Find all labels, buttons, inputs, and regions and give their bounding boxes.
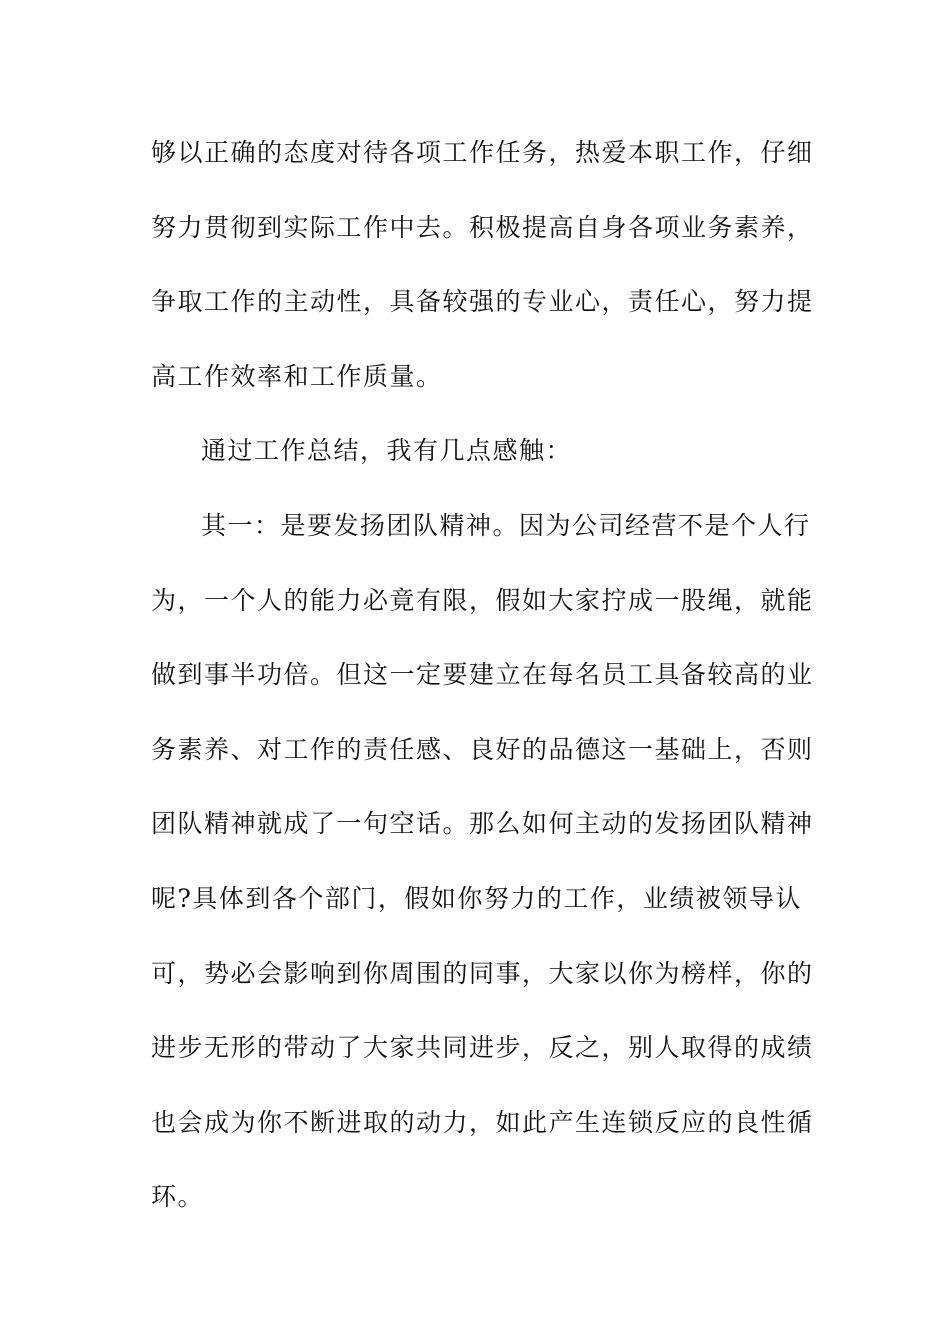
- text-line: 务素养、对工作的责任感、良好的品德这一基础上，否则: [151, 734, 814, 764]
- paragraph-first-line: 其一：是要发扬团队精神。因为公司经营不是个人行: [201, 510, 811, 540]
- text-line: 努力贯彻到实际工作中去。积极提高自身各项业务素养，: [151, 212, 814, 242]
- text-line: 为，一个人的能力必竟有限，假如大家拧成一股绳，就能: [151, 585, 814, 615]
- text-line: 团队精神就成了一句空话。那么如何主动的发扬团队精神: [151, 809, 814, 839]
- text-line: 呢?具体到各个部门，假如你努力的工作，业绩被领导认: [151, 883, 802, 913]
- text-line: 环。: [151, 1182, 205, 1212]
- text-line: 争取工作的主动性，具备较强的专业心，责任心，努力提: [151, 287, 814, 317]
- text-line: 也会成为你不断进取的动力，如此产生连锁反应的良性循: [151, 1107, 814, 1137]
- paragraph-heading-line: 通过工作总结，我有几点感触：: [201, 436, 573, 466]
- text-line: 够以正确的态度对待各项工作任务，热爱本职工作，仔细: [151, 138, 814, 167]
- text-line: 可，势必会影响到你周围的同事，大家以你为榜样，你的: [151, 958, 814, 988]
- body-text: [151, 125, 814, 1244]
- text-line: 进步无形的带动了大家共同进步，反之，别人取得的成绩: [151, 1033, 814, 1063]
- text-line: 高工作效率和工作质量。: [151, 361, 443, 391]
- text-line: 做到事半功倍。但这一定要建立在每名员工具备较高的业: [151, 660, 814, 690]
